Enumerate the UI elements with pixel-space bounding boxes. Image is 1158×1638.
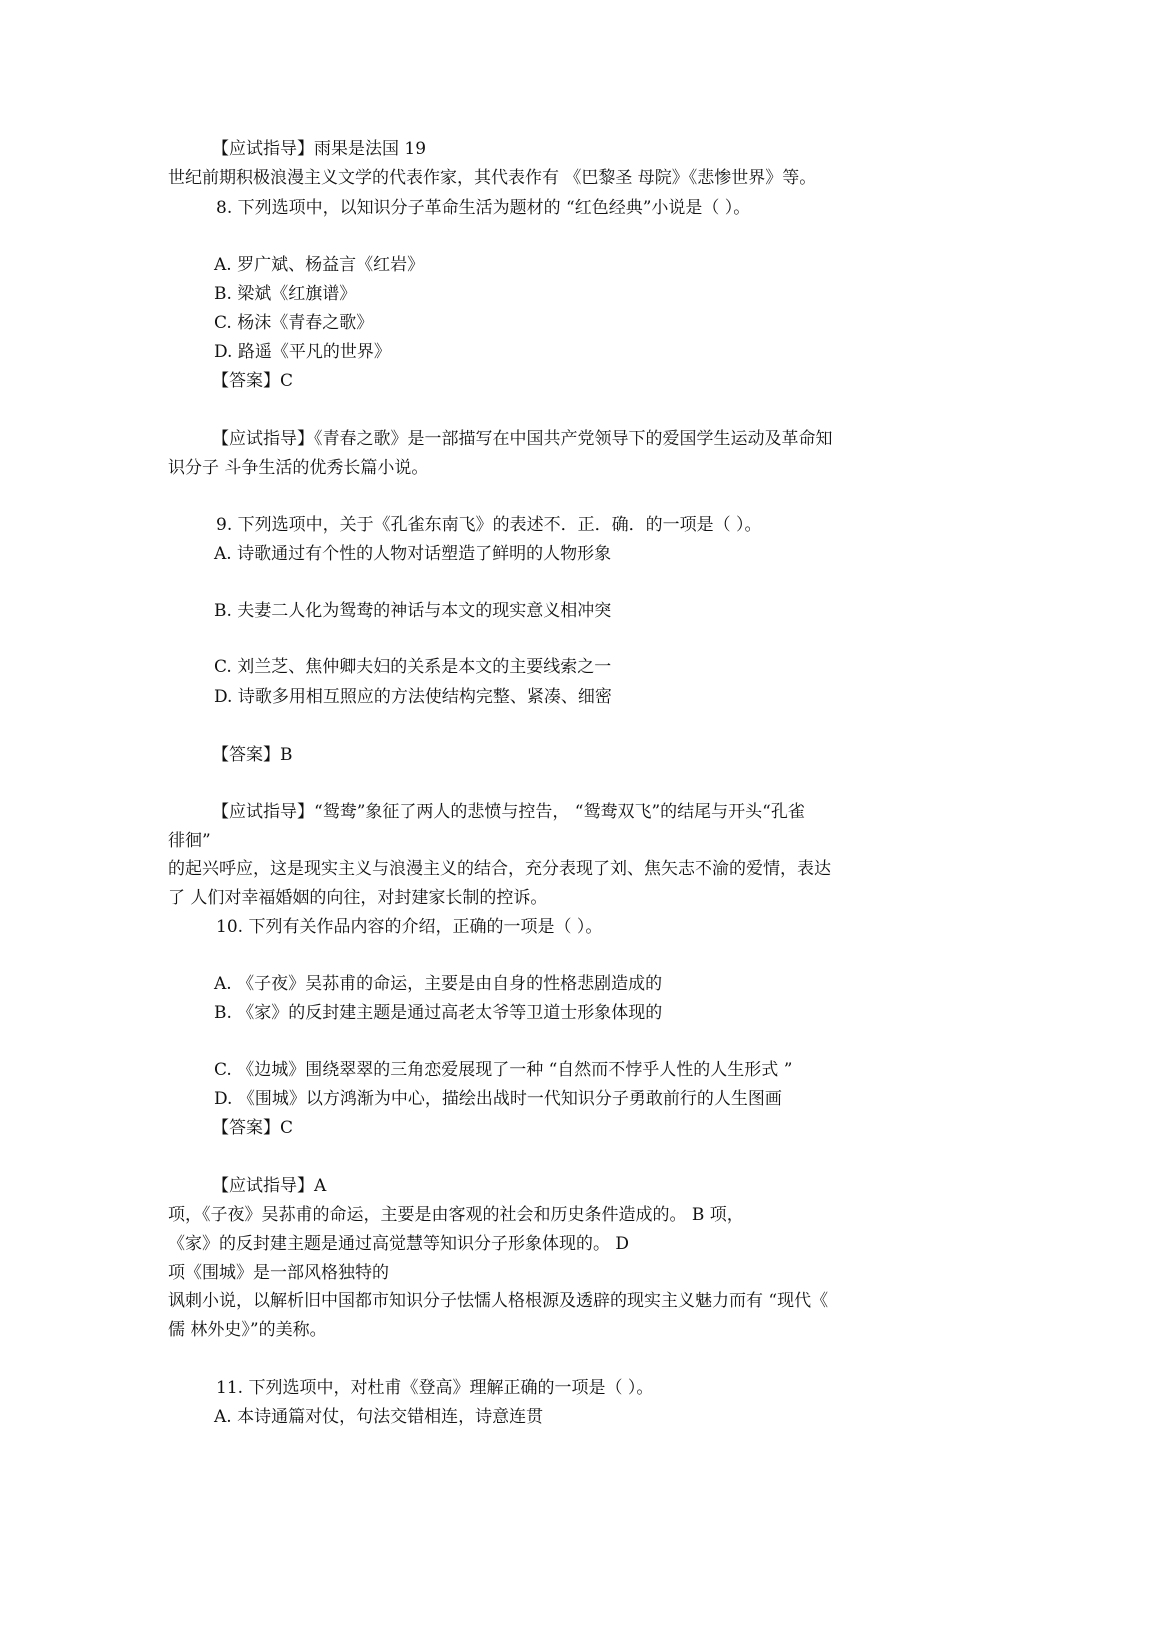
guide-line: 项，《子夜》吴荪甫的命运，主要是由客观的社会和历史条件造成的。 B 项， (168, 1205, 744, 1225)
guide-line: 的起兴呼应，这是现实主义与浪漫主义的结合，充分表现了刘、焦矢志不渝的爱情，表达 (168, 859, 831, 879)
option-b: B. 夫妻二人化为鸳鸯的神话与本文的现实意义相冲突 (214, 601, 612, 621)
question-11: 11. 下列选项中，对杜甫《登高》理解正确的一项是（ ）。 (216, 1378, 654, 1398)
guide-line: 识分子 斗争生活的优秀长篇小说。 (168, 458, 429, 478)
guide-line: 【应试指导】雨果是法国 19 (212, 139, 427, 159)
guide-line: 《家》的反封建主题是通过高觉慧等知识分子形象体现的。 D (168, 1234, 630, 1254)
question-10: 10. 下列有关作品内容的介绍，正确的一项是（ ）。 (216, 917, 603, 937)
option-c: C. 刘兰芝、焦仲卿夫妇的关系是本文的主要线索之一 (214, 657, 612, 677)
question-9: 9. 下列选项中，关于《孔雀东南飞》的表述不．正．确．的一项是（ ）。 (216, 515, 762, 535)
guide-line: 儒 林外史》”的美称。 (168, 1320, 327, 1340)
guide-line: 【应试指导】《青春之歌》是一部描写在中国共产党领导下的爱国学生运动及革命知 (212, 429, 833, 449)
option-c: C. 《边城》围绕翠翠的三角恋爱展现了一种 “自然而不悖乎人性的人生形式 ” (214, 1060, 793, 1080)
guide-line: 了 人们对幸福婚姻的向往，对封建家长制的控诉。 (168, 888, 548, 908)
guide-line: 世纪前期积极浪漫主义文学的代表作家，其代表作有 《巴黎圣 母院》《悲惨世界》等。 (168, 168, 817, 188)
option-b: B. 《家》的反封建主题是通过高老太爷等卫道士形象体现的 (214, 1003, 663, 1023)
guide-line: 徘徊” (168, 831, 211, 851)
option-a: A. 《子夜》吴荪甫的命运，主要是由自身的性格悲剧造成的 (214, 974, 663, 994)
guide-line: 讽刺小说，以解析旧中国都市知识分子怯懦人格根源及透辟的现实主义魅力而有 “现代《 (168, 1291, 829, 1311)
question-8: 8. 下列选项中，以知识分子革命生活为题材的 “红色经典”小说是（ ）。 (216, 198, 751, 218)
guide-line: 【应试指导】A (212, 1176, 327, 1196)
option-d: D. 诗歌多用相互照应的方法使结构完整、紧凑、细密 (214, 687, 612, 707)
option-a: A. 本诗通篇对仗，句法交错相连，诗意连贯 (214, 1407, 544, 1427)
guide-line: 【应试指导】“鸳鸯”象征了两人的悲愤与控告， “鸳鸯双飞”的结尾与开头“孔雀 (212, 802, 805, 822)
option-a: A. 罗广斌、杨益言《红岩》 (214, 255, 425, 275)
guide-line: 项《围城》是一部风格独特的 (168, 1263, 389, 1283)
option-a: A. 诗歌通过有个性的人物对话塑造了鲜明的人物形象 (214, 544, 612, 564)
option-d: D. 《围城》以方鸿渐为中心，描绘出战时一代知识分子勇敢前行的人生图画 (214, 1089, 782, 1109)
answer-line: 【答案】C (212, 371, 294, 391)
answer-line: 【答案】B (212, 745, 293, 765)
option-b: B. 梁斌《红旗谱》 (214, 284, 357, 304)
answer-line: 【答案】C (212, 1118, 294, 1138)
option-c: C. 杨沫《青春之歌》 (214, 313, 374, 333)
option-d: D. 路遥《平凡的世界》 (214, 342, 391, 362)
